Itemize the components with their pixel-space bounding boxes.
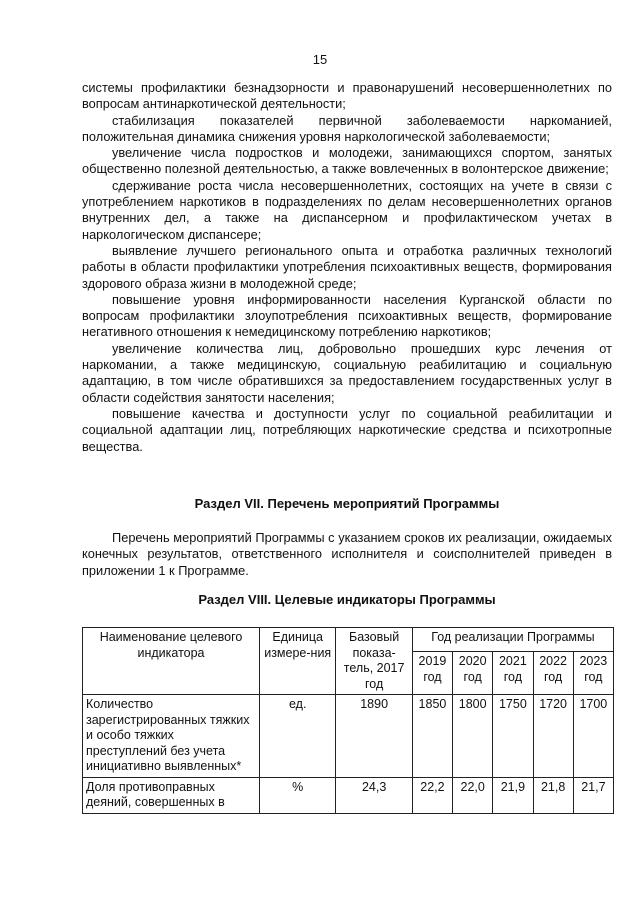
header-name: Наименование целевого индикатора bbox=[83, 628, 260, 695]
header-years: Год реализации Программы bbox=[412, 628, 613, 652]
indicator-value: 21,7 bbox=[573, 777, 613, 813]
header-year: 2023 год bbox=[573, 652, 613, 695]
indicator-value: 22,0 bbox=[453, 777, 493, 813]
section-7-text bbox=[82, 530, 612, 579]
table-row bbox=[83, 695, 614, 778]
table-row bbox=[83, 777, 614, 813]
indicator-value: 1800 bbox=[453, 695, 493, 778]
paragraph: повышение уровня информированности населения Курганской области по вопросам профилактики злоупотребления психоактивных веществ, формирование негативного отношения к немедицинскому потреблению наркотиков; bbox=[82, 291, 612, 340]
paragraph: сдерживание роста числа несовершеннолетних, состоящих на учете в связи с употреблением наркотиков в подразделениях по делам несовершеннолетних органов внутренних дел, а также на диспансерном и профилактическом учетах в наркологическом диспансере; bbox=[82, 177, 612, 242]
header-base: Базовый показа-тель, 2017 год bbox=[336, 628, 412, 695]
indicator-value: 21,9 bbox=[493, 777, 533, 813]
section-8-heading: Раздел VIII. Целевые индикаторы Программы bbox=[198, 592, 496, 607]
header-unit: Единица измере-ния bbox=[260, 628, 336, 695]
paragraph: Перечень мероприятий Программы с указанием сроков их реализации, ожидаемых конечных результатов, ответственного исполнителя и соисполнителей приведен в приложении 1 к Программе. bbox=[82, 530, 612, 578]
indicator-unit: % bbox=[260, 777, 336, 813]
section-7-heading: Раздел VII. Перечень мероприятий Программы bbox=[194, 496, 500, 511]
header-year: 2019 год bbox=[412, 652, 452, 695]
indicator-value: 1720 bbox=[533, 695, 573, 778]
indicator-value: 1850 bbox=[412, 695, 452, 778]
page-number: 15 bbox=[312, 52, 328, 67]
indicator-value: 1700 bbox=[573, 695, 613, 778]
paragraph: системы профилактики безнадзорности и правонарушений несовершеннолетних по вопросам антинаркотической деятельности; bbox=[82, 80, 612, 112]
indicator-name: Доля противоправных деяний, совершенных в bbox=[83, 777, 260, 813]
header-year: 2021 год bbox=[493, 652, 533, 695]
indicator-value: 21,8 bbox=[533, 777, 573, 813]
indicator-value: 22,2 bbox=[412, 777, 452, 813]
body-text bbox=[82, 80, 612, 455]
paragraph: повышение качества и доступности услуг по социальной реабилитации и социальной адаптации лиц, потребляющих наркотические средства и психотропные вещества. bbox=[82, 405, 612, 454]
indicators-table bbox=[82, 627, 614, 814]
paragraph: выявление лучшего регионального опыта и отработка различных технологий работы в области профилактики употребления психоактивных веществ, формирования здорового образа жизни в молодежной среде; bbox=[82, 242, 612, 291]
header-year: 2020 год bbox=[453, 652, 493, 695]
paragraph: увеличение числа подростков и молодежи, занимающихся спортом, занятых общественно полезной деятельностью, а также вовлеченных в волонтерское движение; bbox=[82, 145, 612, 177]
paragraph: стабилизация показателей первичной заболеваемости наркоманией, положительная динамика снижения уровня наркологической заболеваемости; bbox=[82, 112, 612, 144]
paragraph: увеличение количества лиц, добровольно прошедших курс лечения от наркомании, а также медицинскую, социальную реабилитацию и социальную адаптацию, в том числе обратившихся за предоставлением государственных услуг в области содействия занятости населения; bbox=[82, 340, 612, 405]
indicator-name: Количество зарегистрированных тяжких и особо тяжких преступлений без учета инициативно выявленных* bbox=[83, 695, 260, 778]
indicator-base: 1890 bbox=[336, 695, 412, 778]
header-year: 2022 год bbox=[533, 652, 573, 695]
indicator-base: 24,3 bbox=[336, 777, 412, 813]
indicator-value: 1750 bbox=[493, 695, 533, 778]
indicator-unit: ед. bbox=[260, 695, 336, 778]
